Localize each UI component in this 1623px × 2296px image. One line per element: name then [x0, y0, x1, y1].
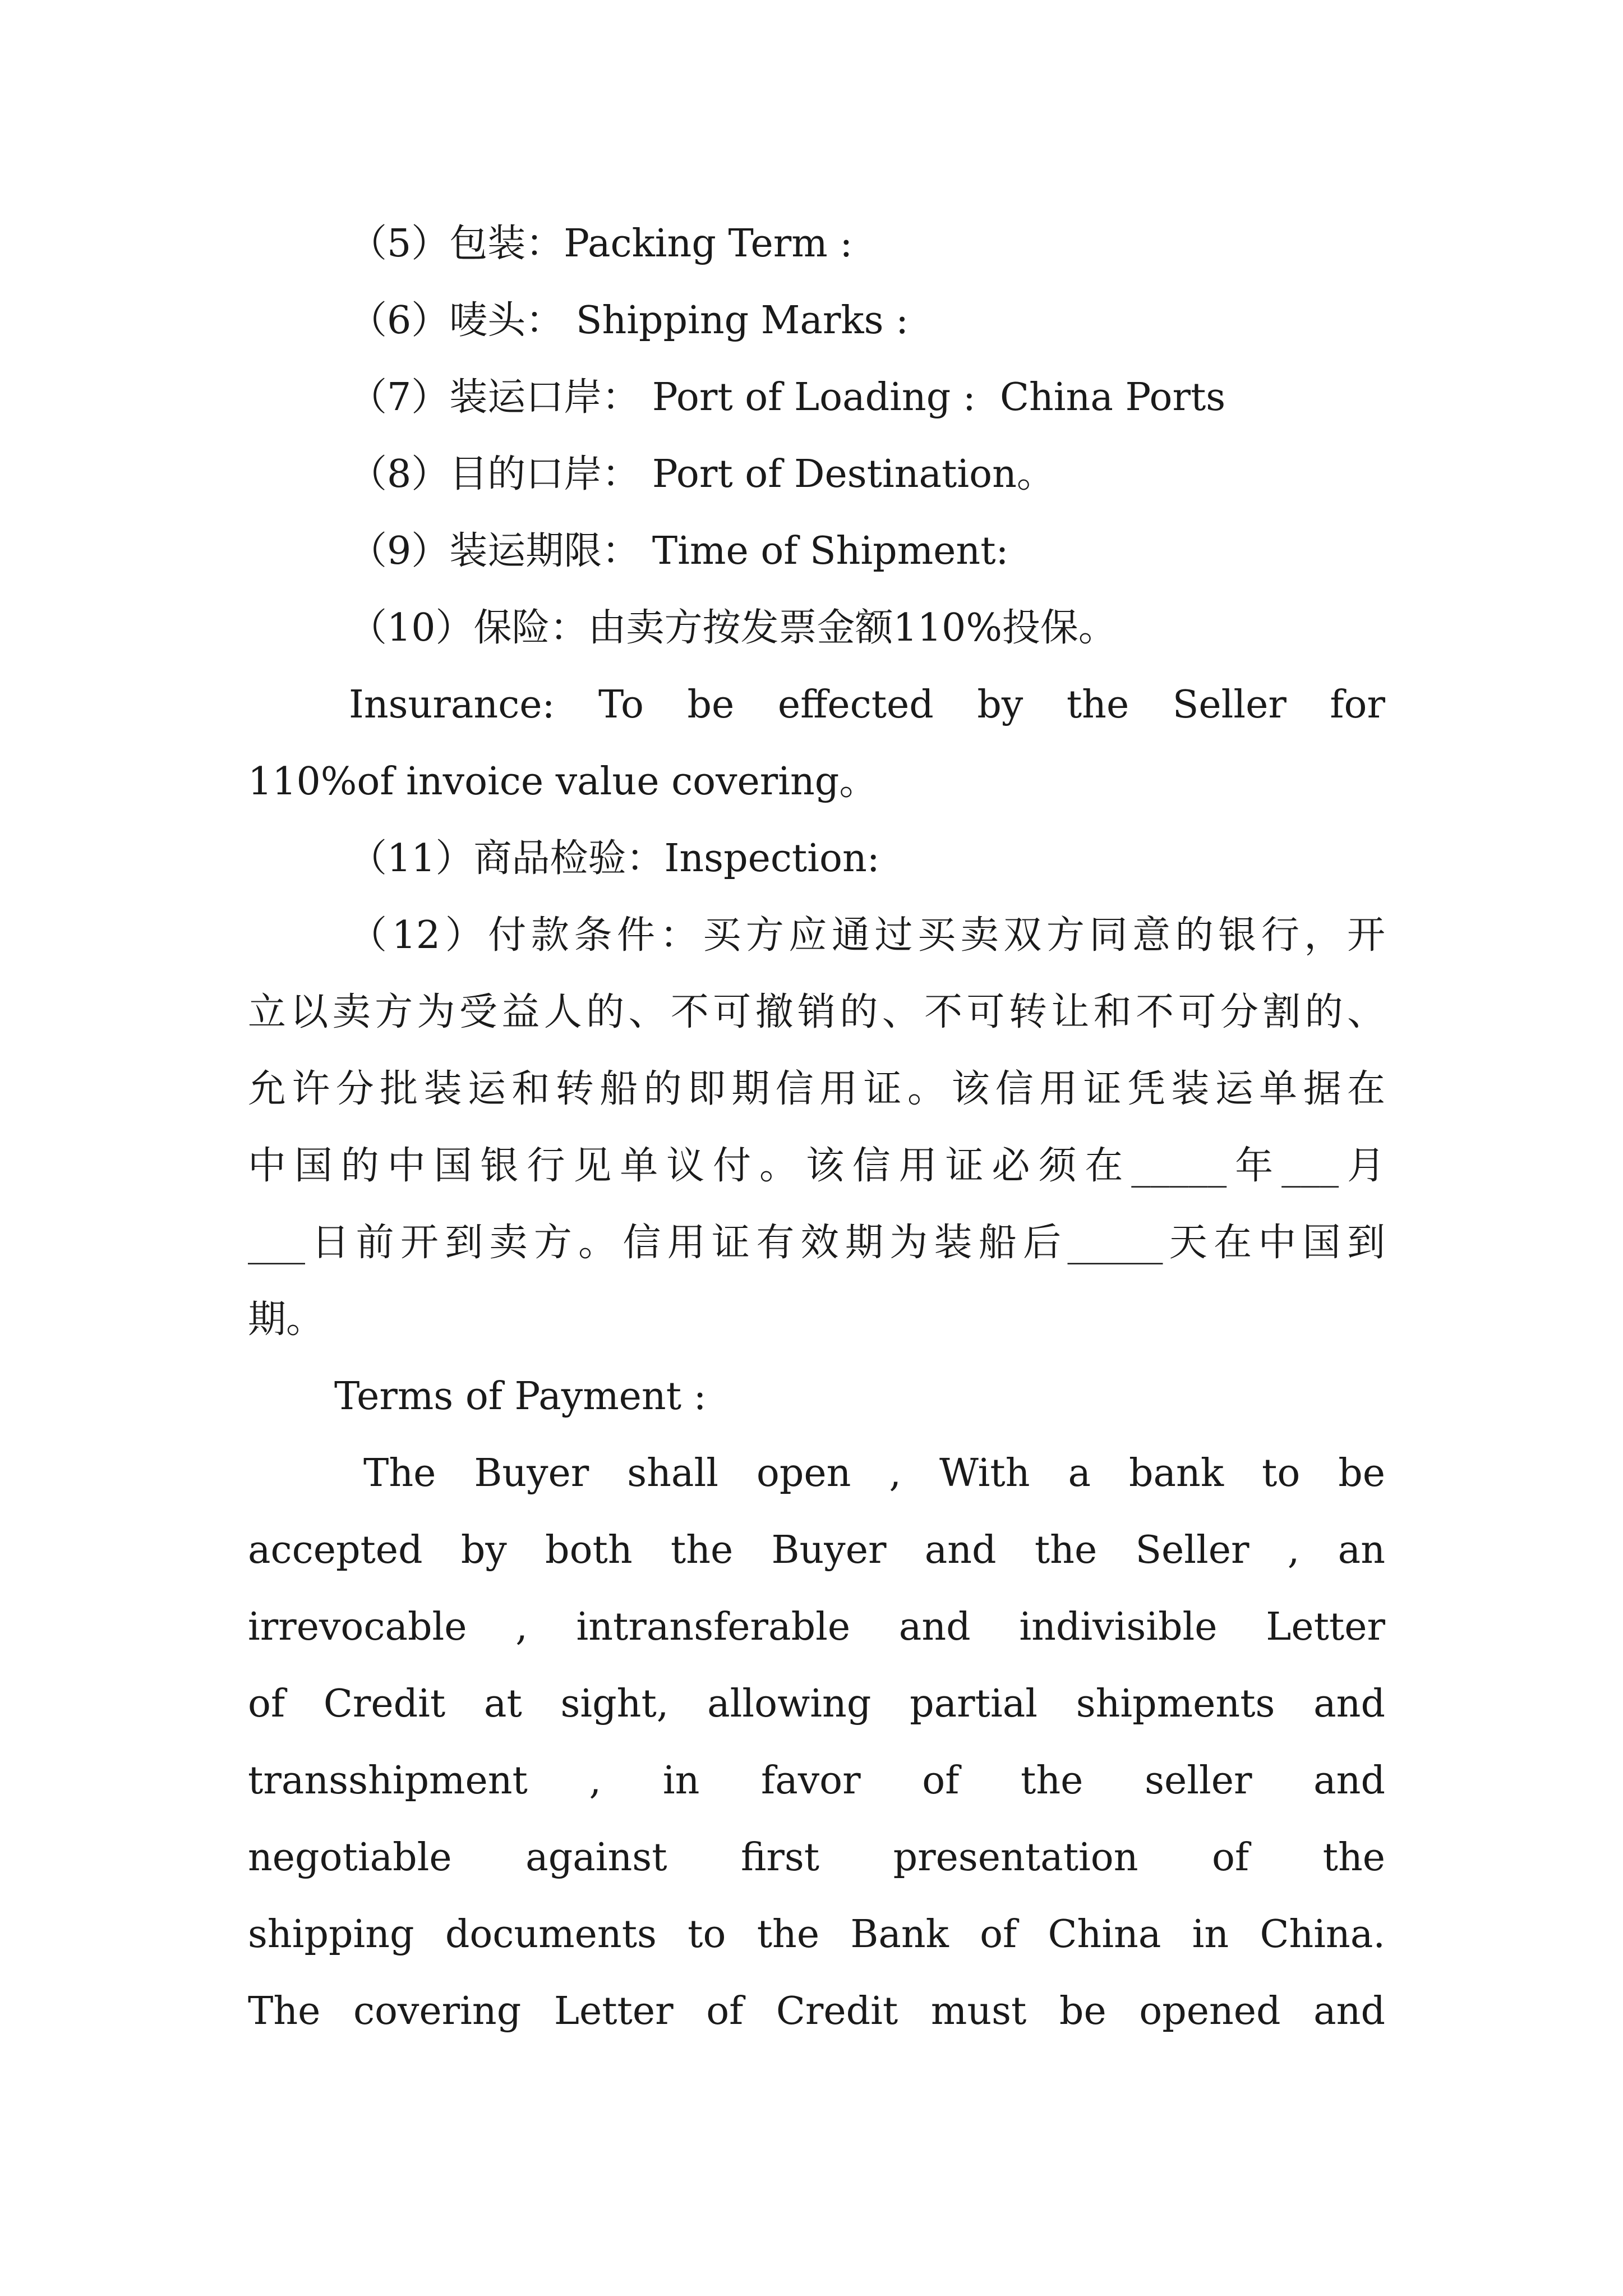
- payment-cn-line-2: 立以卖方为受益人的、不可撤销的、不可转让和不可分割的、: [248, 990, 1385, 1034]
- payment-cn-line-5: ___日前开到卖方。信用证有效期为装船后_____天在中国到: [248, 1221, 1385, 1265]
- time-of-shipment-line: （9）装运期限： Time of Shipment:: [349, 529, 1009, 573]
- payment-en-line-4: of Credit at sight, allowing partial shipments and: [248, 1682, 1385, 1726]
- insurance-en-line-1: Insurance: To be effected by the Seller for: [349, 683, 1385, 727]
- shipping-marks-line: （6）唛头： Shipping Marks :: [349, 298, 909, 343]
- insurance-cn-line: （10）保险：由卖方按发票金额110%投保。: [349, 606, 1117, 650]
- insurance-en-line-2: 110%of invoice value covering。: [248, 760, 878, 804]
- payment-en-line-2: accepted by both the Buyer and the Seller , an: [248, 1528, 1385, 1572]
- terms-of-payment-heading: Terms of Payment :: [334, 1374, 707, 1419]
- payment-cn-line-6: 期。: [248, 1297, 325, 1342]
- payment-cn-line-1: （12）付款条件：买方应通过买卖双方同意的银行，开: [349, 913, 1385, 958]
- inspection-line: （11）商品检验：Inspection:: [349, 836, 880, 881]
- payment-en-line-8: The covering Letter of Credit must be opened and: [248, 1989, 1385, 2033]
- payment-en-line-6: negotiable against first presentation of the: [248, 1835, 1385, 1880]
- payment-cn-line-4: 中国的中国银行见单议付。该信用证必须在_____年___月: [248, 1144, 1385, 1188]
- payment-en-line-7: shipping documents to the Bank of China in China.: [248, 1912, 1385, 1957]
- payment-cn-line-3: 允许分批装运和转船的即期信用证。该信用证凭装运单据在: [248, 1067, 1385, 1111]
- port-of-destination-line: （8）目的口岸： Port of Destination。: [349, 452, 1055, 496]
- payment-en-line-5: transshipment , in favor of the seller and: [248, 1759, 1385, 1803]
- port-of-loading-line: （7）装运口岸： Port of Loading : China Ports: [349, 375, 1226, 420]
- payment-en-line-3: irrevocable , intransferable and indivisible Letter: [248, 1605, 1385, 1649]
- packing-term-line: （5）包装：Packing Term :: [349, 222, 853, 266]
- payment-en-line-1: The Buyer shall open , With a bank to be: [363, 1451, 1385, 1496]
